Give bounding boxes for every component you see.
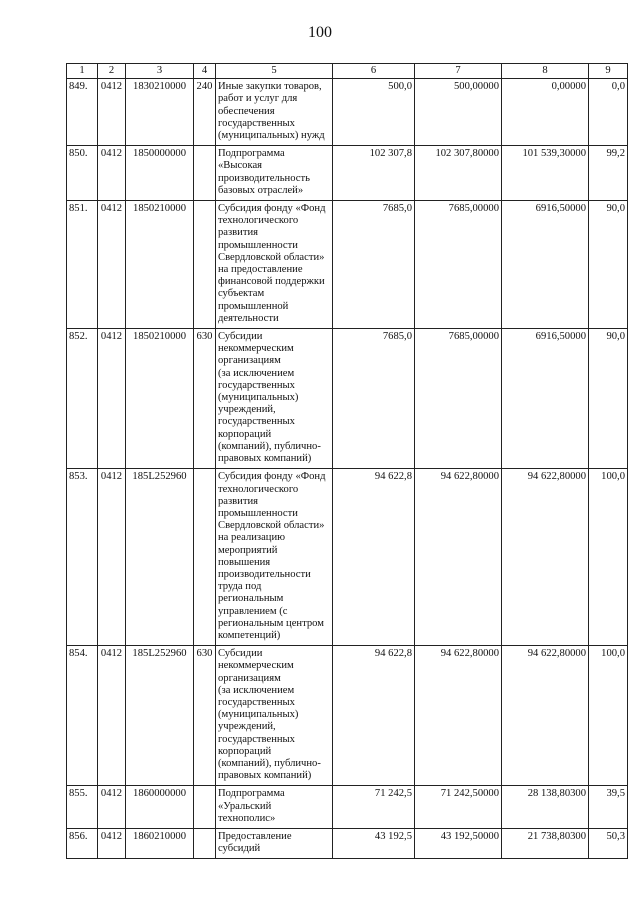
item-name: Подпрограмма «Уральский технополис» (216, 786, 333, 829)
plan-amount: 94 622,8 (333, 469, 415, 646)
execution-percent: 100,0 (589, 469, 628, 646)
target-article: 1860210000 (126, 828, 194, 858)
section-code: 0412 (98, 828, 126, 858)
expense-type: 630 (194, 329, 216, 469)
item-name: Субсидия фонду «Фонд технологического развития промышленности Свердловской области» на реализацию мероприятий повышения производительности труда под региональным управлением (с региональным центром компетенций) (216, 469, 333, 646)
table-row (67, 201, 628, 329)
target-article: 1850210000 (126, 201, 194, 329)
row-number: 853. (67, 469, 98, 646)
section-code: 0412 (98, 469, 126, 646)
row-number: 855. (67, 786, 98, 829)
expense-type (194, 828, 216, 858)
plan-amount: 500,0 (333, 79, 415, 146)
plan-amount: 71 242,5 (333, 786, 415, 829)
executed-amount: 6916,50000 (502, 201, 589, 329)
plan-amount: 43 192,5 (333, 828, 415, 858)
item-name: Предоставление субсидий (216, 828, 333, 858)
refined-amount: 500,00000 (415, 79, 502, 146)
refined-amount: 94 622,80000 (415, 469, 502, 646)
target-article: 1860000000 (126, 786, 194, 829)
target-article: 185L252960 (126, 469, 194, 646)
table-row (67, 79, 628, 146)
table-row (67, 786, 628, 829)
table-row (67, 646, 628, 786)
executed-amount: 0,00000 (502, 79, 589, 146)
refined-amount: 43 192,50000 (415, 828, 502, 858)
col-header-6: 6 (333, 64, 415, 79)
item-name: Субсидии некоммерческим организациям (за исключением государственных (муниципальных) учреждений, государственных корпораций (компаний), публично- правовых компаний) (216, 646, 333, 786)
table-row (67, 146, 628, 201)
header-row (67, 64, 628, 79)
expense-type (194, 786, 216, 829)
row-number: 856. (67, 828, 98, 858)
target-article: 1850210000 (126, 329, 194, 469)
item-name: Иные закупки товаров, работ и услуг для обеспечения государственных (муниципальных) нужд (216, 79, 333, 146)
execution-percent: 90,0 (589, 329, 628, 469)
execution-percent: 0,0 (589, 79, 628, 146)
execution-percent: 90,0 (589, 201, 628, 329)
col-header-4: 4 (194, 64, 216, 79)
executed-amount: 101 539,30000 (502, 146, 589, 201)
refined-amount: 94 622,80000 (415, 646, 502, 786)
plan-amount: 7685,0 (333, 329, 415, 469)
row-number: 850. (67, 146, 98, 201)
expense-type: 240 (194, 79, 216, 146)
expense-type (194, 469, 216, 646)
plan-amount: 94 622,8 (333, 646, 415, 786)
table-row (67, 469, 628, 646)
section-code: 0412 (98, 329, 126, 469)
col-header-9: 9 (589, 64, 628, 79)
table-row (67, 828, 628, 858)
row-number: 852. (67, 329, 98, 469)
table-row (67, 329, 628, 469)
budget-table (66, 63, 628, 859)
execution-percent: 39,5 (589, 786, 628, 829)
page-number: 100 (308, 24, 332, 41)
plan-amount: 7685,0 (333, 201, 415, 329)
expense-type (194, 201, 216, 329)
plan-amount: 102 307,8 (333, 146, 415, 201)
refined-amount: 7685,00000 (415, 329, 502, 469)
row-number: 849. (67, 79, 98, 146)
section-code: 0412 (98, 146, 126, 201)
target-article: 1850000000 (126, 146, 194, 201)
executed-amount: 94 622,80000 (502, 646, 589, 786)
col-header-7: 7 (415, 64, 502, 79)
col-header-8: 8 (502, 64, 589, 79)
col-header-5: 5 (216, 64, 333, 79)
col-header-1: 1 (67, 64, 98, 79)
section-code: 0412 (98, 201, 126, 329)
item-name: Подпрограмма «Высокая производительность базовых отраслей» (216, 146, 333, 201)
target-article: 1830210000 (126, 79, 194, 146)
executed-amount: 6916,50000 (502, 329, 589, 469)
expense-type: 630 (194, 646, 216, 786)
row-number: 851. (67, 201, 98, 329)
item-name: Субсидия фонду «Фонд технологического развития промышленности Свердловской области» на предоставление финансовой поддержки субъектам промышленной деятельности (216, 201, 333, 329)
refined-amount: 71 242,50000 (415, 786, 502, 829)
executed-amount: 28 138,80300 (502, 786, 589, 829)
row-number: 854. (67, 646, 98, 786)
executed-amount: 94 622,80000 (502, 469, 589, 646)
section-code: 0412 (98, 786, 126, 829)
execution-percent: 99,2 (589, 146, 628, 201)
target-article: 185L252960 (126, 646, 194, 786)
execution-percent: 100,0 (589, 646, 628, 786)
execution-percent: 50,3 (589, 828, 628, 858)
col-header-2: 2 (98, 64, 126, 79)
section-code: 0412 (98, 646, 126, 786)
section-code: 0412 (98, 79, 126, 146)
expense-type (194, 146, 216, 201)
refined-amount: 102 307,80000 (415, 146, 502, 201)
col-header-3: 3 (126, 64, 194, 79)
refined-amount: 7685,00000 (415, 201, 502, 329)
executed-amount: 21 738,80300 (502, 828, 589, 858)
item-name: Субсидии некоммерческим организациям (за исключением государственных (муниципальных) учреждений, государственных корпораций (компаний), публично- правовых компаний) (216, 329, 333, 469)
